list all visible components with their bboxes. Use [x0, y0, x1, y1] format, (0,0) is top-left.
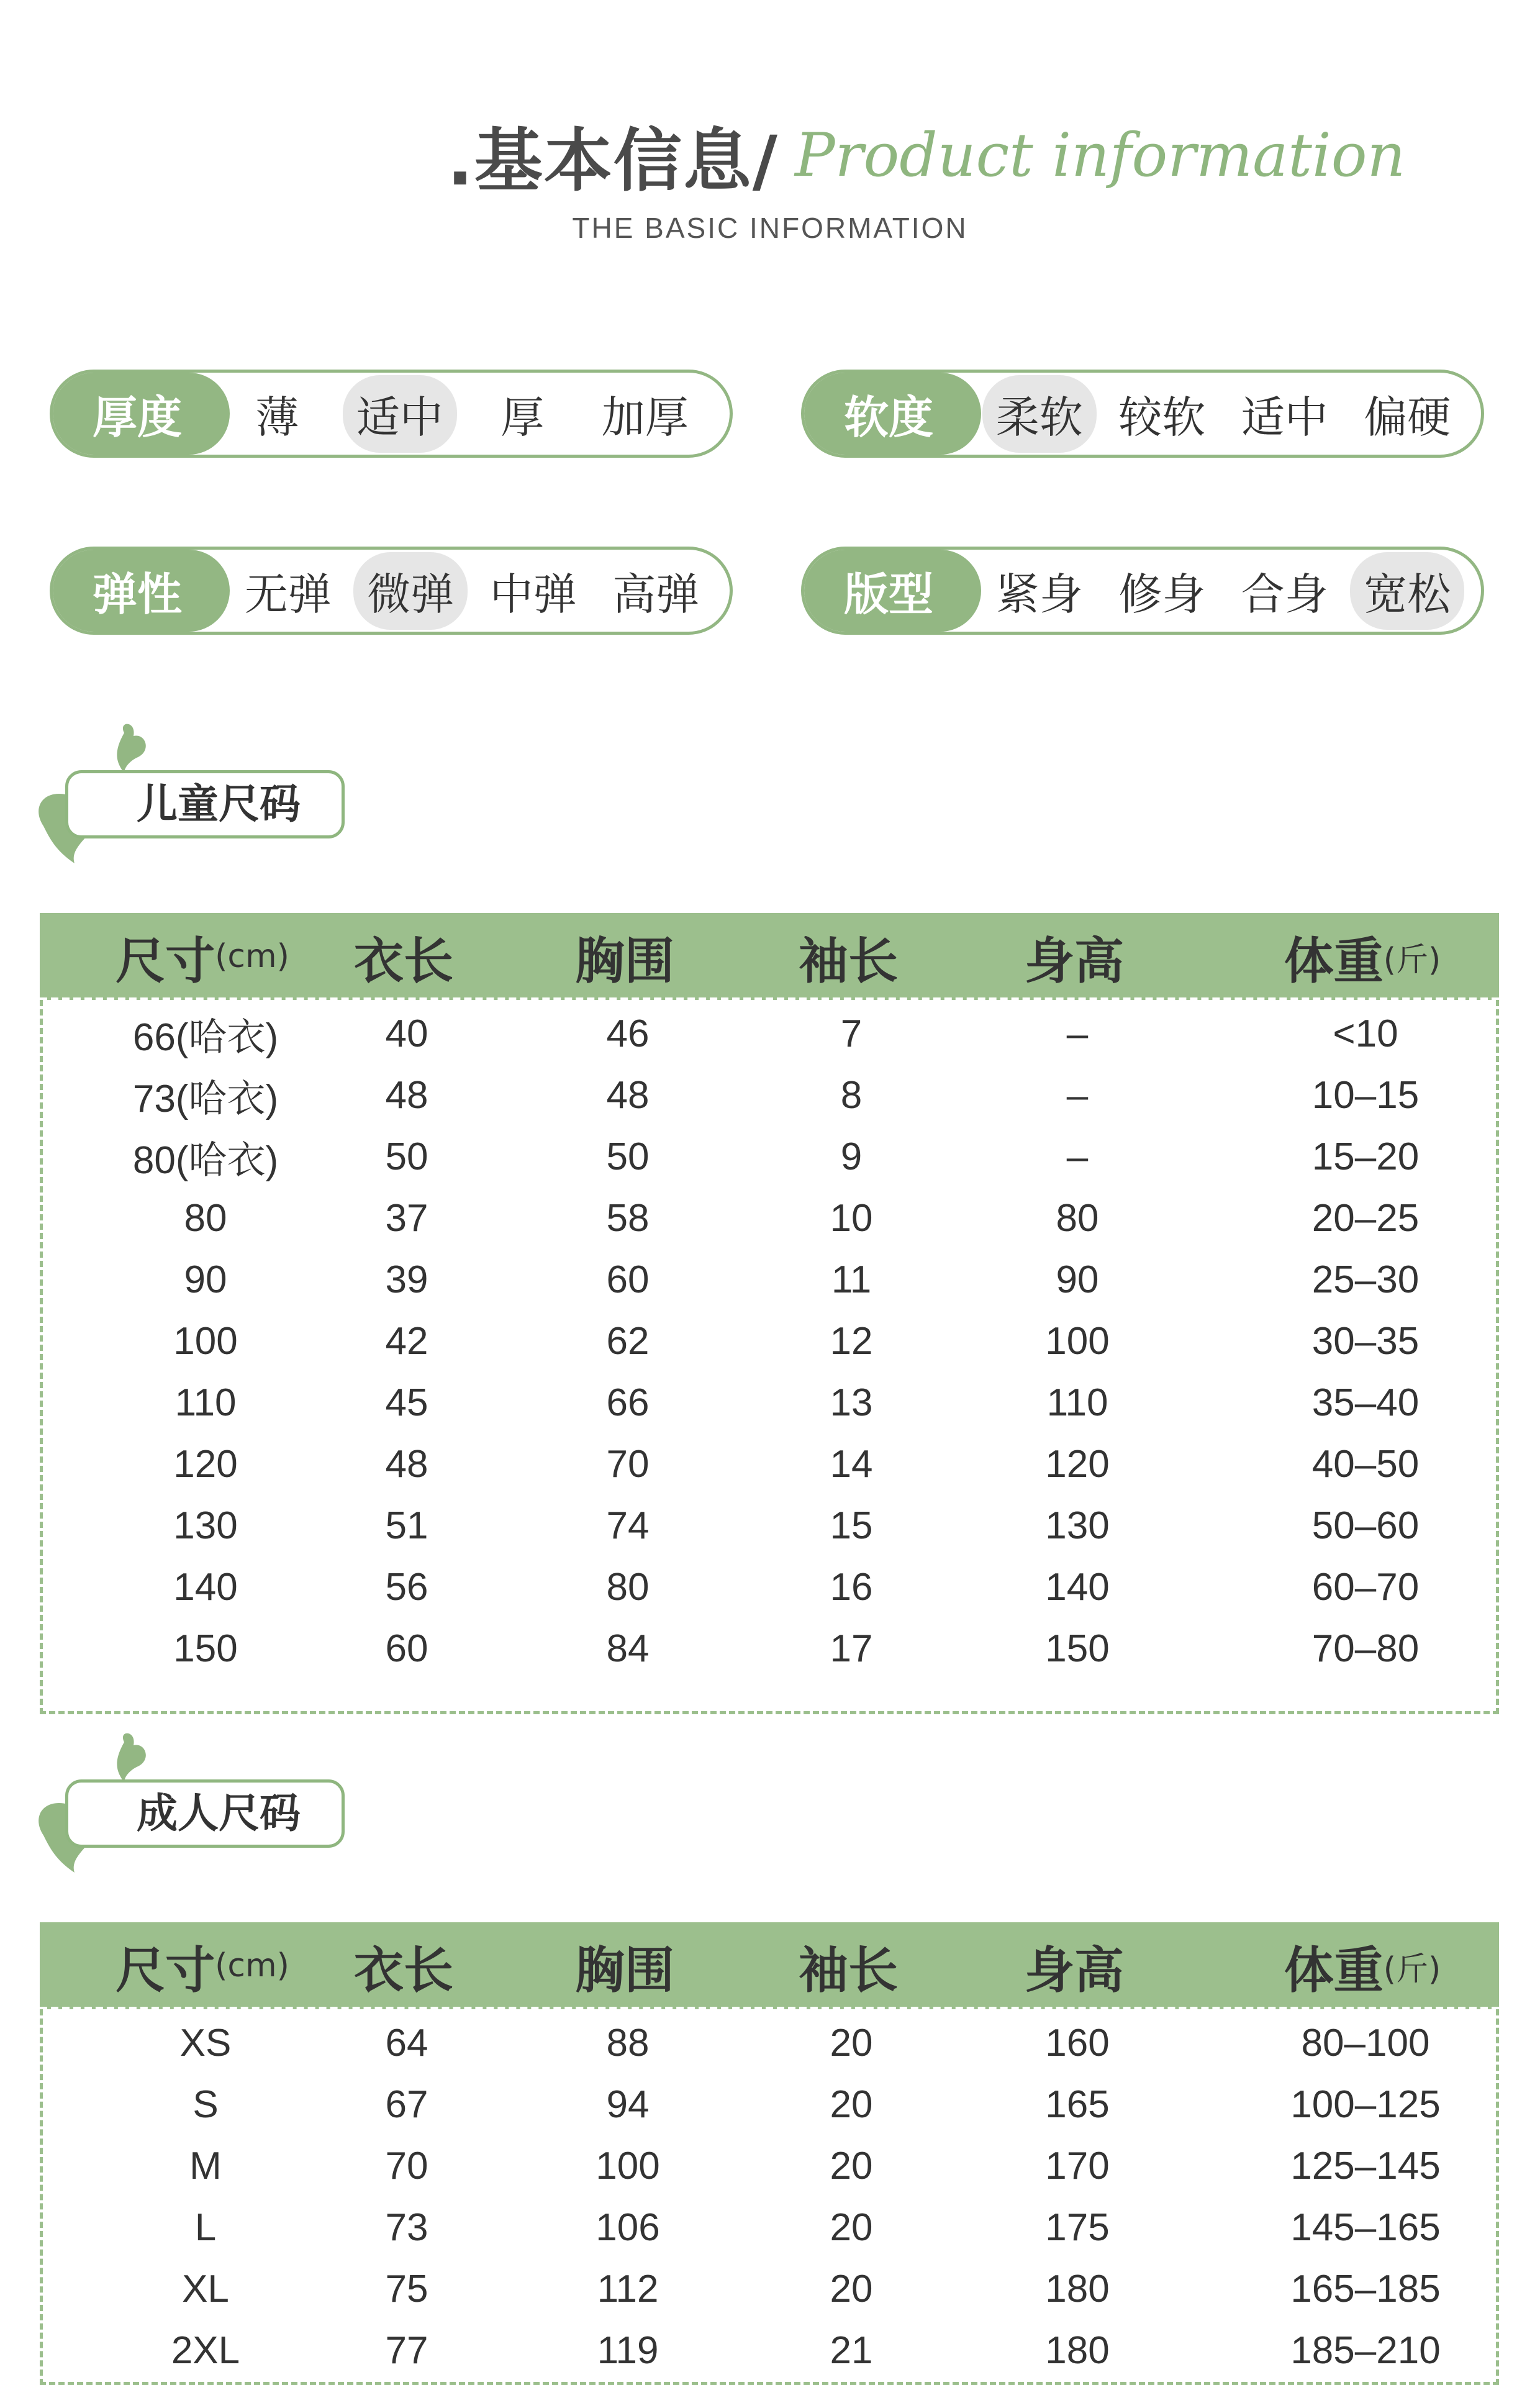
column-header [755, 1922, 941, 2009]
table-cell: 80 [1056, 1197, 1099, 1240]
table-cell: 45 [385, 1381, 428, 1424]
column-header [1207, 913, 1518, 1000]
kids-size-table [40, 913, 1499, 1714]
table-row [43, 1126, 1496, 1188]
attribute-option: 修身 [1118, 568, 1206, 620]
attribute-option-selected: 宽松 [1350, 552, 1464, 630]
table-cell: 20 [830, 2268, 873, 2310]
table-cell: 170 [1045, 2145, 1110, 2187]
column-header-unit: (cm) [215, 938, 289, 975]
table-cell: 13 [830, 1381, 873, 1424]
attribute-label: 软度 [804, 373, 981, 455]
table-cell: 14 [830, 1443, 873, 1486]
table-cell: 20 [830, 2145, 873, 2187]
table-cell: 112 [597, 2268, 659, 2310]
table-cell: 50 [606, 1135, 650, 1178]
column-header [519, 1922, 730, 2009]
table-cell: 58 [606, 1197, 650, 1240]
table-cell: 62 [606, 1320, 650, 1363]
column-header-text: 胸围 [575, 932, 674, 990]
table-cell: 25–30 [1311, 1258, 1420, 1301]
column-header-text: 衣长 [354, 932, 453, 990]
title-chinese: .基本信息/ [447, 121, 779, 201]
adult-size-label: 成人尺码 [137, 1789, 301, 1837]
table-cell: XL [182, 2268, 229, 2310]
table-cell: 165–185 [1290, 2268, 1441, 2310]
table-cell: 75 [385, 2268, 428, 2310]
table-row [43, 1311, 1496, 1372]
table-cell: 106 [596, 2206, 660, 2249]
column-header-text: 衣长 [354, 1941, 453, 1999]
table-cell: 80(哈衣) [132, 1139, 279, 1182]
page-title [447, 112, 1405, 199]
table-cell: 90 [184, 1258, 227, 1301]
table-row [43, 2320, 1496, 2381]
attribute-pill [50, 370, 733, 458]
table-cell: 48 [385, 1443, 428, 1486]
column-header-text: 体重 [1284, 1941, 1384, 1999]
table-body [40, 1000, 1499, 1714]
table-cell: 145–165 [1290, 2206, 1441, 2249]
table-cell: 88 [606, 2022, 650, 2065]
column-header-unit: (cm) [215, 1947, 289, 1984]
attribute-option: 高弹 [612, 568, 700, 620]
table-cell: 60 [385, 1627, 428, 1670]
attribute-label: 弹性 [53, 550, 230, 632]
attribute-pill [801, 547, 1484, 635]
attribute-option-selected: 柔软 [982, 375, 1097, 453]
table-cell: 37 [385, 1197, 428, 1240]
table-cell: 9 [840, 1135, 863, 1178]
attribute-pill [801, 370, 1484, 458]
column-header-text: 尺寸 [116, 932, 215, 990]
table-cell: 80 [184, 1197, 227, 1240]
attribute-options [978, 550, 1469, 632]
table-cell: 80–100 [1301, 2022, 1430, 2065]
table-cell: 77 [385, 2329, 428, 2372]
attribute-option: 偏硬 [1364, 391, 1451, 443]
attribute-option: 中弹 [489, 568, 577, 620]
column-header [323, 1922, 484, 2009]
table-cell: 64 [385, 2022, 428, 2065]
table-cell: 16 [830, 1566, 873, 1609]
table-cell: 39 [385, 1258, 428, 1301]
attribute-options [978, 373, 1469, 455]
table-cell: 35–40 [1311, 1381, 1420, 1424]
table-cell: XS [179, 2022, 232, 2065]
column-header-text: 袖长 [799, 1941, 898, 1999]
attribute-option: 紧身 [995, 568, 1083, 620]
adult-size-badge [31, 1730, 354, 1854]
table-cell: S [192, 2083, 219, 2126]
table-row [43, 1372, 1496, 1433]
table-cell: 70 [385, 2145, 428, 2187]
table-cell: 120 [1045, 1443, 1110, 1486]
column-header-text: 身高 [1025, 1941, 1124, 1999]
column-header-text: 袖长 [799, 932, 898, 990]
table-cell: 130 [1045, 1504, 1110, 1547]
table-cell: 150 [1045, 1627, 1110, 1670]
column-header-text: 尺寸 [116, 1941, 215, 1999]
table-cell: 100 [596, 2145, 660, 2187]
table-cell: 90 [1056, 1258, 1099, 1301]
table-row [43, 1433, 1496, 1495]
table-cell: 10–15 [1311, 1074, 1420, 1117]
table-cell: L [194, 2206, 217, 2249]
table-row [43, 1618, 1496, 1679]
table-cell: 66(哈衣) [132, 1016, 279, 1059]
table-cell: 8 [840, 1074, 863, 1117]
table-cell: 160 [1045, 2022, 1110, 2065]
table-cell: 20–25 [1311, 1197, 1420, 1240]
table-row [43, 2258, 1496, 2320]
table-row [43, 1495, 1496, 1556]
table-cell: 48 [385, 1074, 428, 1117]
table-cell: 50 [385, 1135, 428, 1178]
column-header-text: 胸围 [575, 1941, 674, 1999]
attribute-option: 适中 [1241, 391, 1328, 443]
table-cell: 21 [830, 2329, 873, 2372]
column-header [1207, 1922, 1518, 2009]
attribute-option: 薄 [255, 391, 299, 443]
table-cell: 15 [830, 1504, 873, 1547]
table-row [43, 1556, 1496, 1618]
table-cell: 12 [830, 1320, 873, 1363]
column-header-unit: (斤) [1383, 1950, 1441, 1988]
table-cell: 110 [1046, 1381, 1108, 1424]
table-cell: 80 [606, 1566, 650, 1609]
table-header [40, 913, 1499, 1000]
table-cell: 66 [606, 1381, 650, 1424]
table-cell: M [189, 2145, 222, 2187]
table-cell: 2XL [171, 2329, 240, 2372]
table-cell: 40 [385, 1012, 428, 1055]
table-body [40, 2009, 1499, 2385]
table-cell: 46 [606, 1012, 650, 1055]
column-header [66, 913, 339, 1000]
table-cell: 20 [830, 2083, 873, 2126]
table-cell: 50–60 [1311, 1504, 1420, 1547]
column-header-text: 身高 [1025, 932, 1124, 990]
table-cell: 60–70 [1311, 1566, 1420, 1609]
table-cell: – [1066, 1074, 1089, 1117]
table-cell: <10 [1333, 1012, 1398, 1055]
attribute-option: 较软 [1118, 391, 1206, 443]
attribute-option: 加厚 [601, 391, 689, 443]
table-cell: 7 [840, 1012, 863, 1055]
table-cell: 125–145 [1290, 2145, 1441, 2187]
table-cell: 180 [1045, 2329, 1110, 2372]
table-cell: 100 [1045, 1320, 1110, 1363]
table-header [40, 1922, 1499, 2009]
table-cell: 130 [173, 1504, 238, 1547]
table-row [43, 1065, 1496, 1126]
table-cell: 67 [385, 2083, 428, 2126]
column-header [323, 913, 484, 1000]
table-cell: 120 [173, 1443, 238, 1486]
table-cell: 51 [385, 1504, 428, 1547]
table-cell: 10 [830, 1197, 873, 1240]
table-row [43, 2012, 1496, 2074]
table-cell: 94 [606, 2083, 650, 2126]
table-row [43, 1003, 1496, 1065]
table-cell: 73(哈衣) [132, 1078, 279, 1120]
attribute-option: 无弹 [244, 568, 332, 620]
table-cell: 40–50 [1311, 1443, 1420, 1486]
column-header-unit: (斤) [1383, 941, 1441, 979]
table-cell: 150 [173, 1627, 238, 1670]
table-row [43, 1188, 1496, 1249]
attribute-option: 合身 [1241, 568, 1328, 620]
column-header [519, 913, 730, 1000]
table-row [43, 2197, 1496, 2258]
attribute-option-selected: 适中 [343, 375, 457, 453]
table-cell: 11 [831, 1258, 872, 1301]
title-script: Product information [794, 120, 1406, 190]
table-cell: 70–80 [1311, 1627, 1420, 1670]
table-cell: 73 [385, 2206, 428, 2249]
table-cell: 100–125 [1290, 2083, 1441, 2126]
table-cell: 84 [606, 1627, 650, 1670]
attribute-option: 厚 [500, 391, 545, 443]
table-cell: 30–35 [1311, 1320, 1420, 1363]
table-cell: 140 [173, 1566, 238, 1609]
attribute-options [227, 550, 717, 632]
table-cell: 60 [606, 1258, 650, 1301]
page-subtitle: THE BASIC INFORMATION [572, 212, 968, 244]
table-row [43, 2074, 1496, 2135]
table-cell: 140 [1045, 1566, 1110, 1609]
table-cell: 119 [597, 2329, 659, 2372]
column-header [969, 913, 1180, 1000]
attribute-pill [50, 547, 733, 635]
table-cell: 56 [385, 1566, 428, 1609]
table-row [43, 1249, 1496, 1311]
table-cell: 110 [174, 1381, 237, 1424]
column-header [66, 1922, 339, 2009]
table-cell: – [1066, 1012, 1089, 1055]
table-cell: – [1066, 1135, 1089, 1178]
table-cell: 180 [1045, 2268, 1110, 2310]
attribute-label: 版型 [804, 550, 981, 632]
table-cell: 20 [830, 2022, 873, 2065]
attribute-options [227, 373, 717, 455]
attribute-option-selected: 微弹 [353, 552, 468, 630]
column-header [969, 1922, 1180, 2009]
table-cell: 185–210 [1290, 2329, 1441, 2372]
table-cell: 15–20 [1311, 1135, 1420, 1178]
table-cell: 20 [830, 2206, 873, 2249]
table-cell: 100 [173, 1320, 238, 1363]
table-cell: 42 [385, 1320, 428, 1363]
table-cell: 48 [606, 1074, 650, 1117]
kids-size-badge [31, 720, 354, 845]
table-row [43, 2135, 1496, 2197]
attribute-label: 厚度 [53, 373, 230, 455]
table-cell: 175 [1045, 2206, 1110, 2249]
table-cell: 17 [830, 1627, 873, 1670]
table-cell: 165 [1045, 2083, 1110, 2126]
kids-size-label: 儿童尺码 [137, 780, 301, 828]
table-cell: 70 [606, 1443, 650, 1486]
column-header [755, 913, 941, 1000]
table-cell: 74 [606, 1504, 650, 1547]
column-header-text: 体重 [1284, 932, 1384, 990]
adult-size-table [40, 1922, 1499, 2385]
